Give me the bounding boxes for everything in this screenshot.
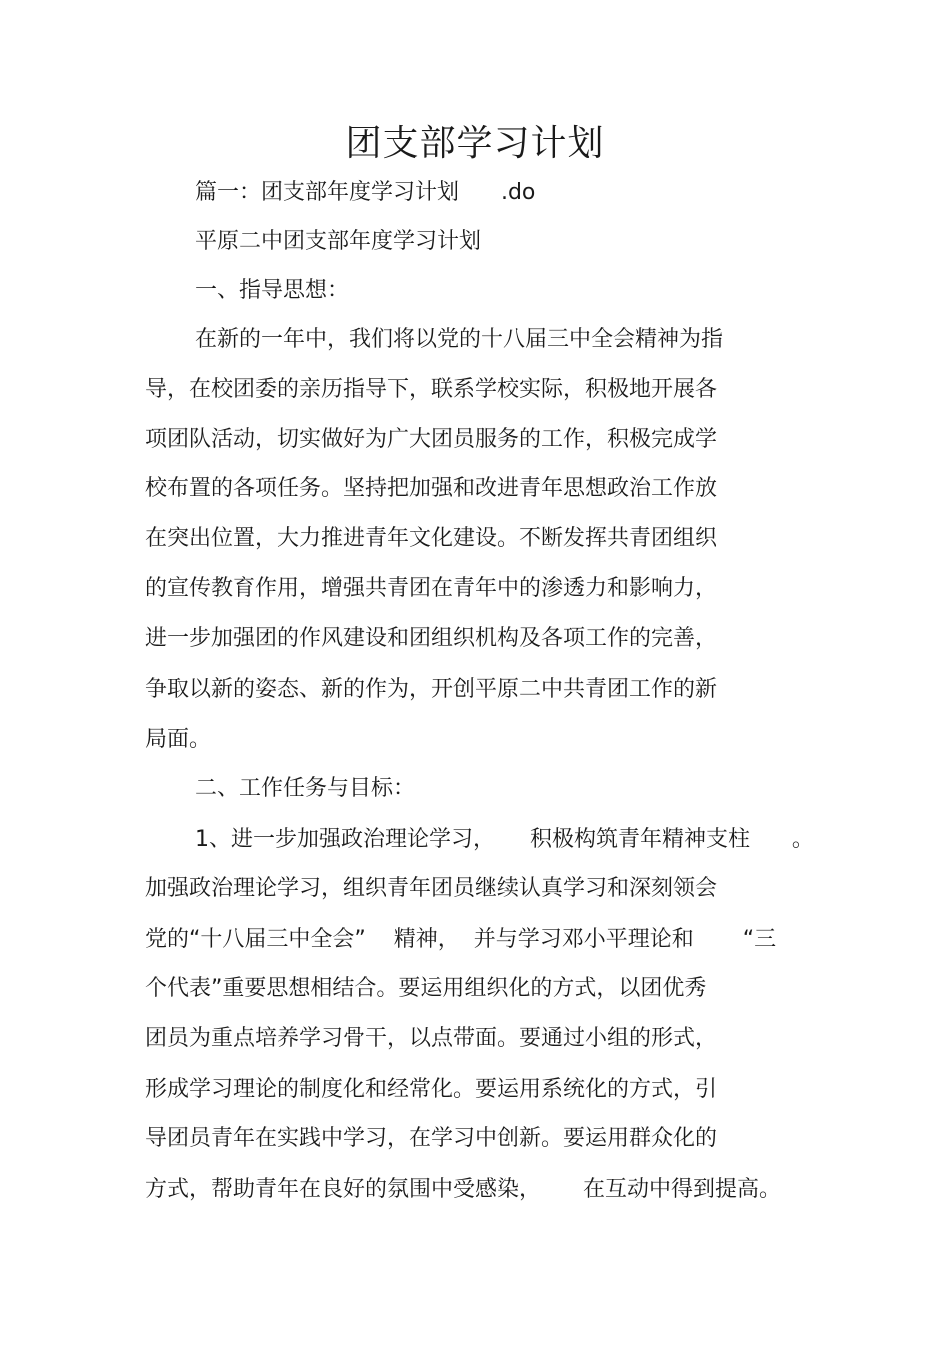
document-line: 二、工作任务与目标： [195,776,416,801]
document-line: 争取以新的姿态、新的作为，开创平原二中共青团工作的新 [145,677,718,702]
document-line: 局面。 [145,727,212,752]
document-line: 个代表”重要思想相结合。要运用组织化的方式，以团优秀 [145,976,707,1001]
document-line: 团员为重点培养学习骨干，以点带面。要通过小组的形式， [145,1026,718,1051]
document-line: 党的“十八届三中全会” 精神， 并与学习邓小平理论和 “三 [145,927,777,952]
document-line: 加强政治理论学习，组织青年团员继续认真学习和深刻领会 [145,876,718,901]
document-line: 1、进一步加强政治理论学习， 积极构筑青年精神支柱 。 [195,827,814,852]
document-line: 在新的一年中，我们将以党的十八届三中全会精神为指 [195,327,724,352]
document-line: 项团队活动，切实做好为广大团员服务的工作，积极完成学 [145,427,718,452]
document-line: 一、指导思想： [195,278,350,303]
document-line: 篇一：团支部年度学习计划 .do [195,180,536,205]
document-line: 导，在校团委的亲历指导下，联系学校实际，积极地开展各 [145,377,718,402]
document-line: 平原二中团支部年度学习计划 [195,229,482,254]
document-line: 进一步加强团的作风建设和团组织机构及各项工作的完善， [145,626,718,651]
document-line: 校布置的各项任务。坚持把加强和改进青年思想政治工作放 [145,476,718,501]
document-line: 的宣传教育作用，增强共青团在青年中的渗透力和影响力， [145,576,718,601]
document-title: 团支部学习计划 [345,123,605,164]
document-line: 方式，帮助青年在良好的氛围中受感染， 在互动中得到提高。 [145,1177,781,1202]
document-line: 形成学习理论的制度化和经常化。要运用系统化的方式，引 [145,1077,718,1102]
document-line: 在突出位置，大力推进青年文化建设。不断发挥共青团组织 [145,526,718,551]
document-line: 导团员青年在实践中学习，在学习中创新。要运用群众化的 [145,1126,718,1151]
